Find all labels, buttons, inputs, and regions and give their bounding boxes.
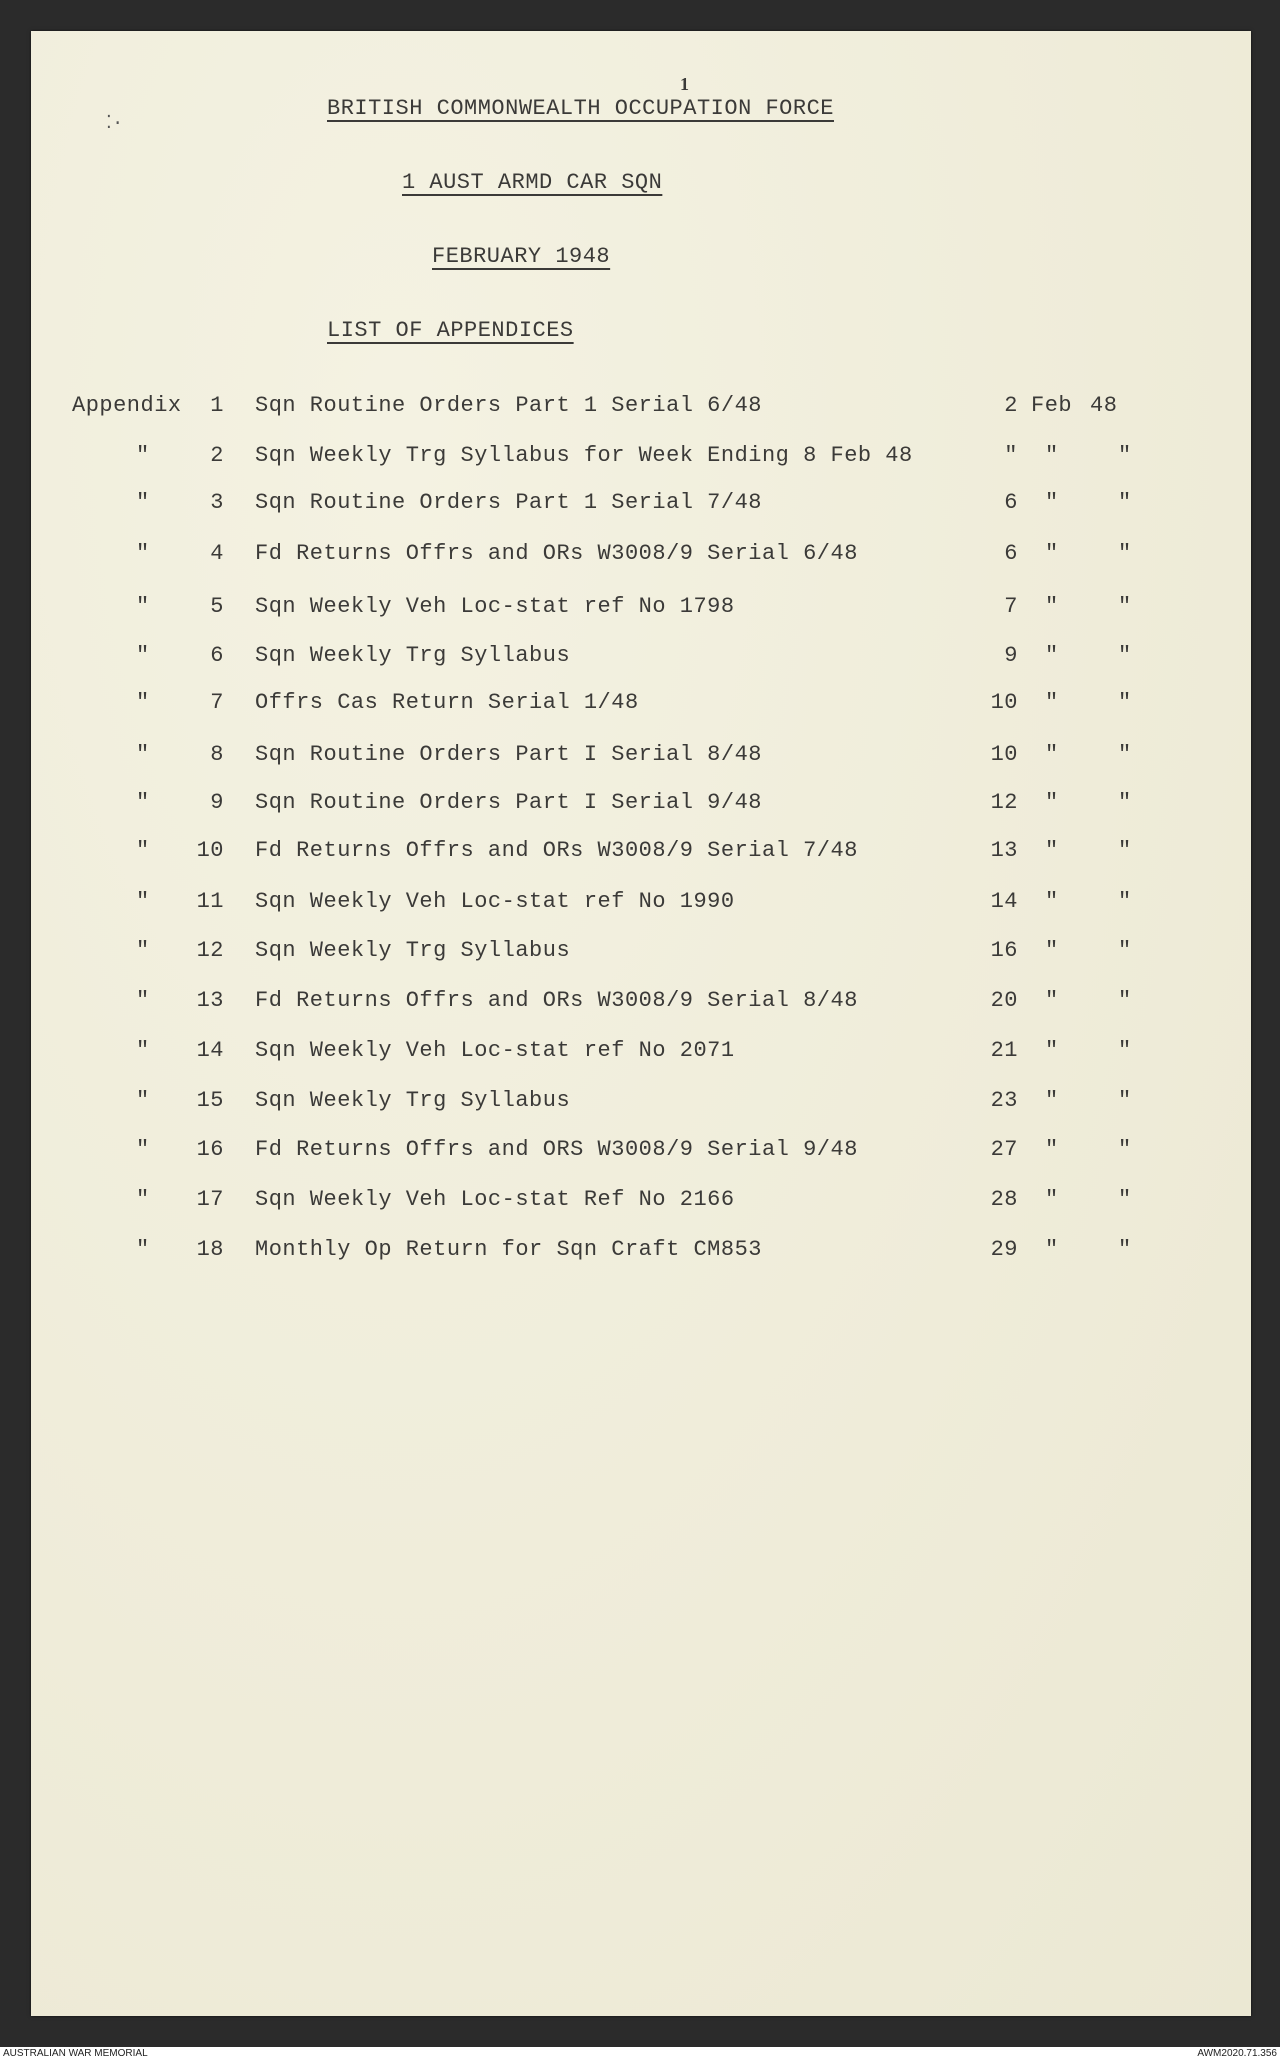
appendix-date-year: 48 bbox=[1090, 393, 1118, 418]
appendix-date-month: " bbox=[1045, 594, 1059, 619]
appendix-description: Fd Returns Offrs and ORS W3008/9 Serial 9/48 bbox=[255, 1137, 858, 1162]
appendix-number: 10 bbox=[196, 838, 224, 863]
page-number-mark: 1 bbox=[680, 74, 689, 94]
heading-unit: 1 AUST ARMD CAR SQN bbox=[402, 170, 663, 195]
appendix-number: 14 bbox=[196, 1038, 224, 1063]
appendix-description: Fd Returns Offrs and ORs W3008/9 Serial 7/48 bbox=[255, 838, 858, 863]
appendix-description: Sqn Routine Orders Part 1 Serial 7/48 bbox=[255, 490, 762, 515]
appendix-number: 15 bbox=[196, 1088, 224, 1113]
appendix-date-month: " bbox=[1045, 490, 1059, 515]
appendix-number: 1 bbox=[210, 393, 224, 418]
ditto-mark: " bbox=[136, 1137, 150, 1162]
appendix-date-year: " bbox=[1118, 1187, 1132, 1212]
ditto-mark: " bbox=[136, 490, 150, 515]
appendix-description: Sqn Routine Orders Part I Serial 8/48 bbox=[255, 742, 762, 767]
ditto-mark: " bbox=[136, 643, 150, 668]
appendix-date-day: 10 bbox=[990, 742, 1018, 767]
appendix-description: Sqn Weekly Trg Syllabus bbox=[255, 938, 571, 963]
appendix-date-day: " bbox=[1004, 443, 1018, 468]
ditto-mark: " bbox=[136, 838, 150, 863]
document-page bbox=[31, 31, 1251, 2016]
appendix-number: 17 bbox=[196, 1187, 224, 1212]
ditto-mark: " bbox=[136, 443, 150, 468]
appendix-number: 6 bbox=[210, 643, 224, 668]
appendix-date-month: " bbox=[1045, 541, 1059, 566]
heading-list-title: LIST OF APPENDICES bbox=[327, 318, 574, 343]
appendix-number: 4 bbox=[210, 541, 224, 566]
appendix-number: 16 bbox=[196, 1137, 224, 1162]
appendix-date-year: " bbox=[1118, 643, 1132, 668]
appendix-description: Fd Returns Offrs and ORs W3008/9 Serial 6/48 bbox=[255, 541, 858, 566]
footer-reference: AWM2020.71.356 bbox=[1197, 2048, 1277, 2059]
appendix-number: 18 bbox=[196, 1237, 224, 1262]
ditto-mark: " bbox=[136, 1237, 150, 1262]
ditto-mark: " bbox=[136, 541, 150, 566]
appendix-date-day: 23 bbox=[990, 1088, 1018, 1113]
stray-mark: ⁚· bbox=[106, 114, 124, 134]
appendix-date-day: 2 bbox=[1004, 393, 1018, 418]
appendix-date-month: " bbox=[1045, 790, 1059, 815]
ditto-mark: " bbox=[136, 690, 150, 715]
appendix-date-month: " bbox=[1045, 690, 1059, 715]
appendix-date-day: 7 bbox=[1004, 594, 1018, 619]
appendix-number: 13 bbox=[196, 988, 224, 1013]
appendix-date-month: " bbox=[1045, 988, 1059, 1013]
ditto-mark: " bbox=[136, 1088, 150, 1113]
appendix-number: 12 bbox=[196, 938, 224, 963]
appendix-date-year: " bbox=[1118, 1038, 1132, 1063]
ditto-mark: " bbox=[136, 790, 150, 815]
appendix-date-day: 28 bbox=[990, 1187, 1018, 1212]
appendix-number: 11 bbox=[196, 889, 224, 914]
appendix-number: 5 bbox=[210, 594, 224, 619]
appendix-description: Sqn Weekly Veh Loc-stat Ref No 2166 bbox=[255, 1187, 735, 1212]
appendix-date-year: " bbox=[1118, 1237, 1132, 1262]
appendix-description: Sqn Weekly Veh Loc-stat ref No 1990 bbox=[255, 889, 735, 914]
footer-strip bbox=[0, 2047, 1280, 2061]
appendix-description: Sqn Weekly Veh Loc-stat ref No 2071 bbox=[255, 1038, 735, 1063]
appendix-date-day: 6 bbox=[1004, 490, 1018, 515]
appendix-date-year: " bbox=[1118, 490, 1132, 515]
appendix-date-year: " bbox=[1118, 938, 1132, 963]
appendix-date-year: " bbox=[1118, 690, 1132, 715]
appendix-description: Sqn Weekly Trg Syllabus for Week Ending 8 Feb 48 bbox=[255, 443, 913, 468]
appendix-date-day: 12 bbox=[990, 790, 1018, 815]
appendix-date-month: " bbox=[1045, 1088, 1059, 1113]
appendix-date-year: " bbox=[1118, 742, 1132, 767]
appendix-number: 9 bbox=[210, 790, 224, 815]
ditto-mark: " bbox=[136, 742, 150, 767]
appendix-date-year: " bbox=[1118, 541, 1132, 566]
appendix-date-month: " bbox=[1045, 938, 1059, 963]
appendix-date-day: 13 bbox=[990, 838, 1018, 863]
appendix-date-day: 14 bbox=[990, 889, 1018, 914]
ditto-mark: " bbox=[136, 1038, 150, 1063]
heading-month: FEBRUARY 1948 bbox=[432, 244, 611, 269]
appendix-date-year: " bbox=[1118, 1137, 1132, 1162]
appendix-date-day: 27 bbox=[990, 1137, 1018, 1162]
appendix-date-year: " bbox=[1118, 988, 1132, 1013]
appendix-date-day: 10 bbox=[990, 690, 1018, 715]
appendix-date-year: " bbox=[1118, 838, 1132, 863]
appendix-date-year: " bbox=[1118, 889, 1132, 914]
appendix-description: Offrs Cas Return Serial 1/48 bbox=[255, 690, 639, 715]
appendix-description: Monthly Op Return for Sqn Craft CM853 bbox=[255, 1237, 762, 1262]
appendix-date-year: " bbox=[1118, 443, 1132, 468]
appendix-date-month: " bbox=[1045, 889, 1059, 914]
appendix-date-day: 20 bbox=[990, 988, 1018, 1013]
appendix-date-month: " bbox=[1045, 1187, 1059, 1212]
footer-source: AUSTRALIAN WAR MEMORIAL bbox=[3, 2048, 148, 2059]
appendix-date-day: 16 bbox=[990, 938, 1018, 963]
ditto-mark: " bbox=[136, 889, 150, 914]
appendix-date-month: " bbox=[1045, 838, 1059, 863]
ditto-mark: " bbox=[136, 594, 150, 619]
appendix-date-month: Feb bbox=[1031, 393, 1073, 418]
appendix-date-day: 6 bbox=[1004, 541, 1018, 566]
appendix-number: 3 bbox=[210, 490, 224, 515]
appendix-date-month: " bbox=[1045, 643, 1059, 668]
appendix-description: Sqn Routine Orders Part I Serial 9/48 bbox=[255, 790, 762, 815]
appendix-date-month: " bbox=[1045, 1237, 1059, 1262]
appendix-date-day: 9 bbox=[1004, 643, 1018, 668]
appendix-date-day: 21 bbox=[990, 1038, 1018, 1063]
appendix-number: 8 bbox=[210, 742, 224, 767]
ditto-mark: " bbox=[136, 1187, 150, 1212]
appendix-description: Sqn Weekly Trg Syllabus bbox=[255, 643, 571, 668]
appendix-number: 7 bbox=[210, 690, 224, 715]
appendix-date-month: " bbox=[1045, 1137, 1059, 1162]
appendix-description: Fd Returns Offrs and ORs W3008/9 Serial 8/48 bbox=[255, 988, 858, 1013]
heading-force: BRITISH COMMONWEALTH OCCUPATION FORCE bbox=[327, 96, 834, 121]
ditto-mark: " bbox=[136, 988, 150, 1013]
appendix-description: Sqn Weekly Trg Syllabus bbox=[255, 1088, 571, 1113]
appendix-date-day: 29 bbox=[990, 1237, 1018, 1262]
appendix-number: 2 bbox=[210, 443, 224, 468]
appendix-label: Appendix bbox=[72, 393, 182, 418]
appendix-description: Sqn Routine Orders Part 1 Serial 6/48 bbox=[255, 393, 762, 418]
appendix-description: Sqn Weekly Veh Loc-stat ref No 1798 bbox=[255, 594, 735, 619]
appendix-date-year: " bbox=[1118, 1088, 1132, 1113]
appendix-date-month: " bbox=[1045, 742, 1059, 767]
appendix-date-year: " bbox=[1118, 594, 1132, 619]
appendix-date-month: " bbox=[1045, 1038, 1059, 1063]
appendix-date-year: " bbox=[1118, 790, 1132, 815]
ditto-mark: " bbox=[136, 938, 150, 963]
appendix-date-month: " bbox=[1045, 443, 1059, 468]
